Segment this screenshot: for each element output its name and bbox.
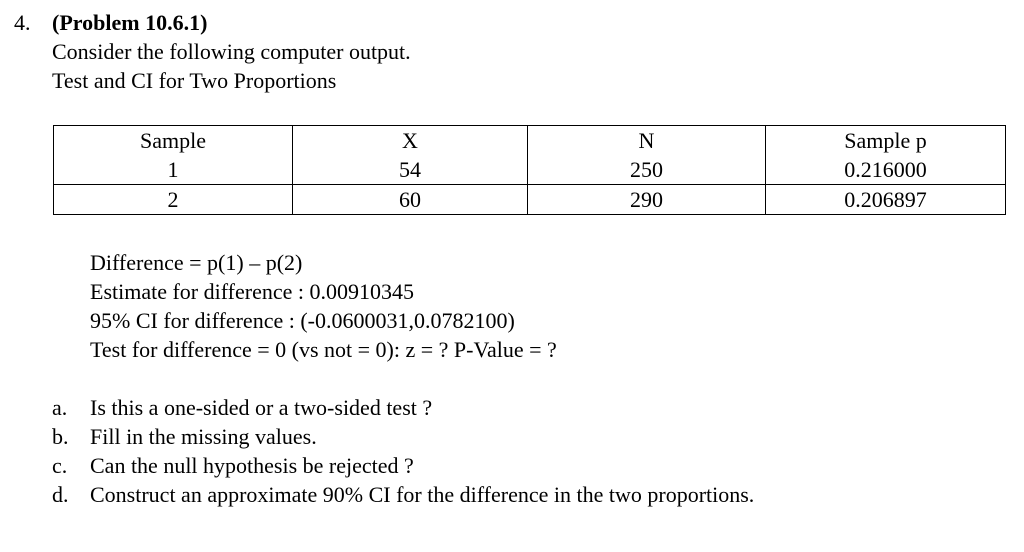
output-table xyxy=(53,125,1006,215)
table-row xyxy=(54,185,1006,215)
problem-heading xyxy=(52,8,411,95)
table-row xyxy=(54,155,1006,185)
table-cell: 0.216000 xyxy=(766,155,1006,185)
estimate-line: Estimate for difference : 0.00910345 xyxy=(90,279,414,304)
problem-intro: Consider the following computer output. xyxy=(52,39,411,64)
table-header-cell: N xyxy=(528,126,766,156)
question-item xyxy=(52,480,754,509)
output-summary xyxy=(90,248,557,364)
test-line: Test for difference = 0 (vs not = 0): z = ? P-Value = ? xyxy=(90,337,557,362)
question-letter: d. xyxy=(52,482,69,507)
table-cell: 0.206897 xyxy=(766,185,1006,215)
question-text: Fill in the missing values. xyxy=(90,424,317,449)
difference-line: Difference = p(1) – p(2) xyxy=(90,250,303,275)
question-letter: a. xyxy=(52,395,68,420)
question-item xyxy=(52,451,754,480)
output-title: Test and CI for Two Proportions xyxy=(52,68,337,93)
table-header-row xyxy=(54,126,1006,156)
table-cell: 1 xyxy=(54,155,293,185)
table-cell: 54 xyxy=(293,155,528,185)
table-cell: 2 xyxy=(54,185,293,215)
question-text: Is this a one-sided or a two-sided test ? xyxy=(90,395,433,420)
ci-line: 95% CI for difference : (-0.0600031,0.0782100) xyxy=(90,308,515,333)
question-letter: b. xyxy=(52,424,69,449)
table-cell: 290 xyxy=(528,185,766,215)
question-text: Construct an approximate 90% CI for the difference in the two proportions. xyxy=(90,482,755,507)
table-cell: 60 xyxy=(293,185,528,215)
table-header-cell: Sample xyxy=(54,126,293,156)
table-cell: 250 xyxy=(528,155,766,185)
question-text: Can the null hypothesis be rejected ? xyxy=(90,453,414,478)
problem-title: (Problem 10.6.1) xyxy=(52,10,208,35)
table-header-cell: X xyxy=(293,126,528,156)
question-item xyxy=(52,422,754,451)
table-header-cell: Sample p xyxy=(766,126,1006,156)
question-list xyxy=(52,393,754,509)
question-letter: c. xyxy=(52,453,68,478)
question-item xyxy=(52,393,754,422)
problem-number: 4. xyxy=(14,10,31,35)
